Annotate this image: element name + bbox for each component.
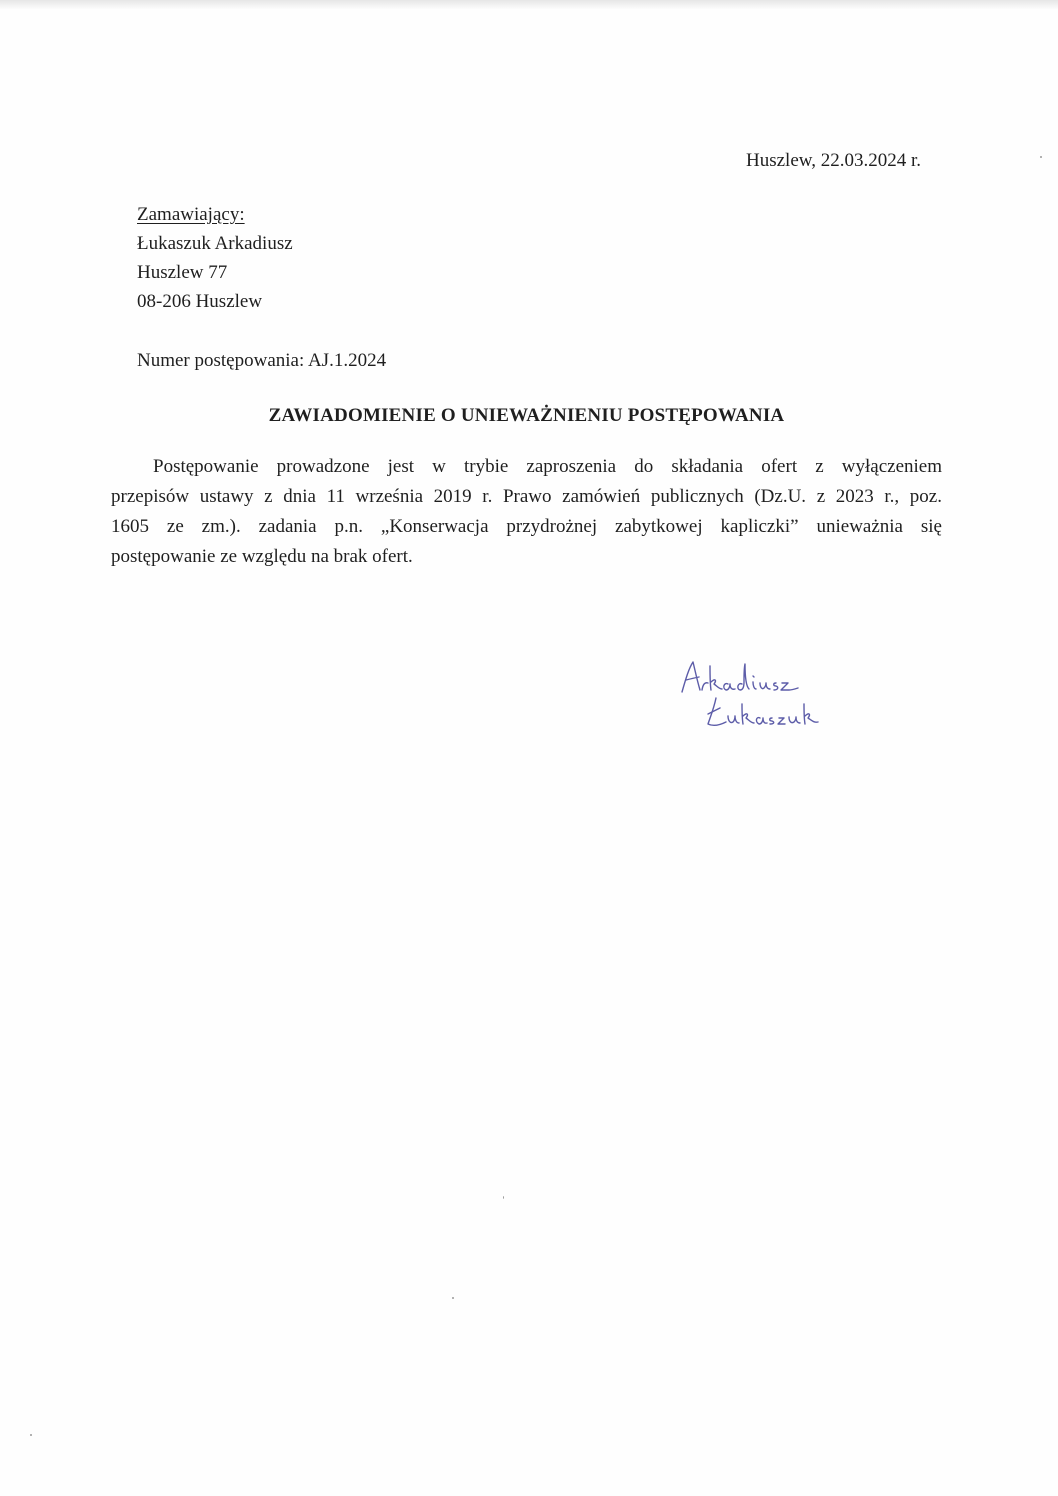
procedure-number: Numer postępowania: AJ.1.2024 [137, 350, 387, 371]
handwritten-signature [676, 656, 826, 736]
scan-edge-shade [0, 0, 1058, 10]
body-line: postępowanie ze względu na brak ofert. [111, 546, 413, 567]
body-line: Postępowanie prowadzone jest w trybie zaproszenia do składania ofert z wyłączeniem [153, 456, 942, 477]
body-paragraph [111, 452, 942, 572]
ordering-party-heading: Zamawiający: [137, 204, 245, 225]
body-line: przepisów ustawy z dnia 11 września 2019 r. Prawo zamówień publicznych (Dz.U. z 2023 r., poz. [111, 486, 942, 507]
document-title: ZAWIADOMIENIE O UNIEWAŻNIENIU POSTĘPOWANIA [268, 405, 785, 426]
place-and-date: Huszlew, 22.03.2024 r. [746, 150, 922, 171]
scan-speck [1040, 156, 1042, 158]
ordering-party-address-line1: Huszlew 77 [137, 262, 228, 283]
scan-speck [452, 1297, 454, 1299]
ordering-party-name: Łukaszuk Arkadiusz [137, 233, 293, 254]
ordering-party-block [137, 200, 293, 316]
ordering-party-address-line2: 08-206 Huszlew [137, 291, 263, 312]
scan-speck [30, 1434, 32, 1436]
body-line: 1605 ze zm.). zadania p.n. „Konserwacja przydrożnej zabytkowej kapliczki” unieważnia się [111, 516, 942, 537]
scan-speck [503, 1196, 504, 1199]
